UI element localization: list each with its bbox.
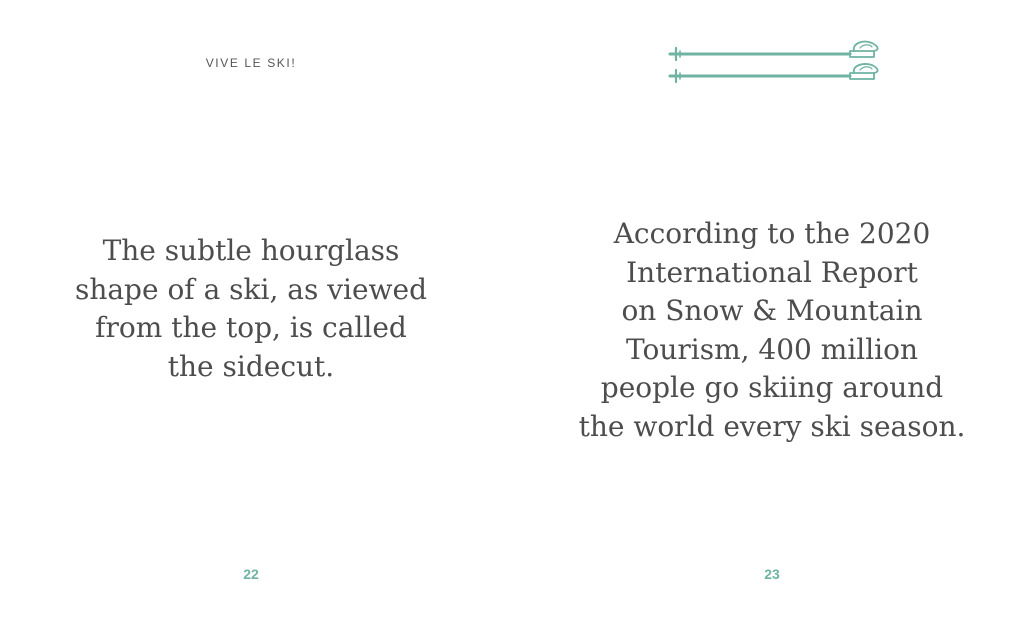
fact-line: the world every ski season.: [578, 409, 966, 443]
page-number: 23: [764, 566, 780, 582]
fact-line: International Report: [626, 255, 918, 289]
right-page: [512, 0, 1024, 621]
fact-text: [0, 232, 502, 386]
fact-line: According to the 2020: [613, 217, 931, 250]
fact-line: people go skiing around: [600, 371, 944, 404]
fact-line: shape of a ski, as viewed: [74, 272, 428, 306]
fact-line: The subtle hourglass: [102, 234, 400, 267]
fact-text: [512, 215, 1024, 446]
fact-line: on Snow & Mountain: [621, 294, 923, 327]
ski-poles-icon: [666, 38, 886, 88]
running-head: VIVE LE SKI!: [205, 56, 297, 70]
fact-line: the sidecut.: [167, 349, 335, 383]
fact-line: from the top, is called: [95, 311, 407, 344]
page-number: 22: [243, 566, 259, 582]
fact-line: Tourism, 400 million: [625, 332, 919, 366]
